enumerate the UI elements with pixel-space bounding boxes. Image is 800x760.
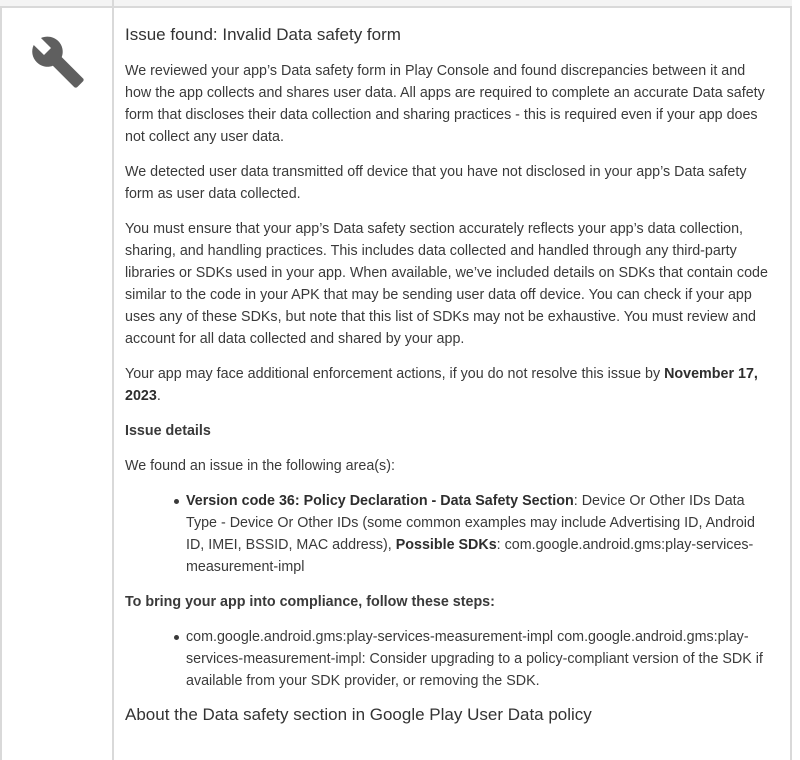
enforcement-text: Your app may face additional enforcement actions, if you do not resolve this issue by <box>125 366 665 382</box>
issue-area-list <box>125 490 775 578</box>
issue-content <box>125 8 775 726</box>
issue-paragraph-2: We detected user data transmitted off device that you have not disclosed in your app’s Data safety form as user data collected. <box>125 164 747 202</box>
issue-title: Issue found: Invalid Data safety form <box>125 25 401 44</box>
list-item <box>186 490 775 578</box>
issue-details-heading: Issue details <box>125 423 211 439</box>
about-data-safety-heading: About the Data safety section in Google Play User Data policy <box>125 705 592 724</box>
wrench-icon <box>30 34 86 90</box>
icon-column <box>2 8 114 760</box>
enforcement-paragraph <box>125 363 775 407</box>
enforcement-end: . <box>156 388 161 404</box>
data-type-text: : Device Or Other IDs Data Type - Device Or Other IDs (some common examples may include Advertising ID, Android ID, IMEI, BSSID, MAC address), <box>186 493 755 553</box>
issue-paragraph-1: We reviewed your app’s Data safety form in Play Console and found discrepancies between it and how the app collects and shares user data. All apps are required to complete an accurate Data safety form that discloses their data collection and sharing practices - this is required even if your app does not collect any user data. <box>125 63 765 145</box>
possible-sdks-label: Possible SDKs <box>395 537 497 553</box>
column-divider <box>112 0 114 8</box>
list-item: com.google.android.gms:play-services-measurement-impl com.google.android.gms:play-services-measurement-impl: Consider upgrading to a policy-compliant version of the SDK if available from your SDK provider, or removing the SDK. <box>186 626 775 692</box>
deadline-date: November 17, 2023 <box>125 366 758 404</box>
previous-row-edge <box>0 0 792 8</box>
possible-sdks-text: : com.google.android.gms:play-services-measurement-impl <box>186 537 754 575</box>
compliance-heading: To bring your app into compliance, follow these steps: <box>125 594 495 610</box>
version-code-label: Version code 36: Policy Declaration - Data Safety Section <box>186 493 574 509</box>
issue-paragraph-3: You must ensure that your app’s Data safety section accurately reflects your app’s data collection, sharing, and handling practices. This includes data collected and handled through any third-party libraries or SDKs used in your app. When available, we’ve included details on SDKs that contain code similar to the code in your APK that may be sending user data off device. You can check if your app uses any of these SDKs, but note that this list of SDKs may not be exhaustive. You must review and account for all data collected and shared by your app. <box>125 221 768 347</box>
compliance-steps-list <box>125 626 775 692</box>
issue-details-intro: We found an issue in the following area(s): <box>125 458 395 474</box>
